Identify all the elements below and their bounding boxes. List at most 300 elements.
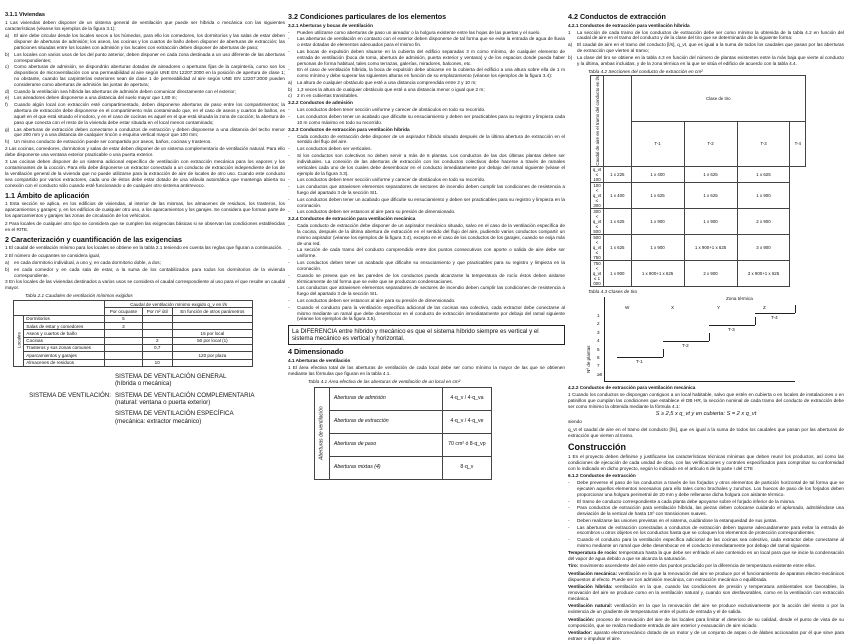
table-row	[591, 167, 806, 183]
table-cell-func	[172, 344, 252, 351]
list-item	[5, 95, 285, 101]
table-cell-local: Almacenes de residuos	[24, 359, 105, 366]
table-cell-ocupante	[105, 344, 143, 351]
table-cell-seccion: 3 x 900	[737, 235, 790, 261]
note-box-diferencia: La DIFERENCIA entre híbrido y mecánico es que el sistema híbrido siempre es vertical y el sistema mecánico es vertical y horizontal.	[288, 325, 565, 345]
list-item	[5, 102, 285, 126]
zone-label: Y	[717, 304, 721, 310]
admision-list	[288, 107, 565, 126]
table-cell-area: 70 cm² ó 8·q_vp	[442, 433, 491, 456]
table-row	[315, 433, 492, 456]
list-marker: -	[288, 113, 290, 119]
definition	[568, 550, 844, 562]
table-cell-seccion: 1 x 625	[737, 167, 790, 183]
list-text: La sección de cada tramo del conducto comprendido entre dos puntos consecutivos con aporte o salida de aire debe ser uniforme.	[297, 247, 565, 259]
column-left	[5, 10, 285, 598]
definition-term: Ventilador:	[568, 630, 593, 636]
heading-conductos-extraccion: 4.2 Conductos de extracción	[568, 12, 666, 21]
table-cell-seccion: 3 x 900+1 x 625	[737, 261, 790, 287]
list-item	[288, 153, 565, 177]
list-text: Los locales con varios usos de los del punto anterior, deben disponer en cada zona destinada a un uso diferente de las aberturas correspondientes;	[14, 51, 285, 63]
list-marker: -	[288, 67, 290, 73]
list-marker: a)	[5, 260, 10, 266]
table-cell-area: 4·q_v / 4·q_va	[442, 387, 491, 410]
table-cell-ocupante	[105, 330, 143, 337]
table-cell-abertura: Aberturas de paso	[329, 433, 442, 456]
heading-construccion: Construcción	[568, 441, 627, 452]
list-marker: -	[288, 297, 290, 303]
table-cell-func	[172, 323, 252, 330]
list-text: Los conductos deben tener un acabado que dificulte su ensuciamiento y deben ser practicables para su registro y limpieza en la coronación.	[297, 196, 565, 208]
table-cell-caudal: q_vt ≤ 100	[591, 167, 604, 183]
system-lines	[115, 392, 285, 407]
list-item	[288, 177, 565, 183]
tiro-class-label: T-3	[728, 326, 735, 332]
list-marker: -	[288, 260, 290, 266]
list-text: 1,3 veces la altura de cualquier obstáculo que esté a una distancia menor o igual que 2 m;	[297, 86, 485, 92]
table-cell-seccion: 1 x 625	[604, 209, 632, 235]
plantas-value: 7	[597, 363, 600, 369]
table-cell-local: Cocinas	[24, 337, 105, 344]
list-text: Los conductos deben tener sección uniforme y carecer de obstáculos en todo su recorrido.	[297, 177, 486, 183]
table-cell-local: Aparcamientos y garajes	[24, 352, 105, 359]
step-riser	[755, 317, 756, 325]
table-corner	[14, 301, 105, 316]
list-marker: -	[288, 29, 290, 35]
definition-text: ventilación en la que, cuando las condiciones de presión y temperatura ambientales son favorables, la renovación del aire se produce como en la ventilación natural y, cuando son desfavorables, como en la ventilación con extracción mecánica.	[568, 584, 844, 601]
table-cell-caudal: 300 < q_vt ≤ 500	[591, 209, 604, 235]
list-marker: -	[288, 209, 290, 215]
tiro-class-label: T-1	[636, 358, 643, 364]
definition	[568, 603, 844, 615]
list-item	[568, 499, 844, 505]
table-header-func: En función de otros parámetros	[172, 308, 252, 315]
list-item	[288, 260, 565, 272]
step-riser	[795, 305, 796, 313]
heading-aberturas-bocas: 3.2.1 Aberturas y bocas de ventilación	[288, 22, 374, 28]
clases-tiro-grid	[597, 297, 795, 382]
list-text: Los conductos deben ser estancos al aire para su presión de dimensionado.	[297, 297, 456, 303]
formula-4-1: S ≥ 2,5 x q_vt y en cubierta: S = 2 x q_vt	[655, 410, 757, 417]
table-cell-m2: 2	[142, 337, 172, 344]
table-cell-m2: 0,7	[142, 344, 172, 351]
list-item	[288, 197, 565, 209]
heading-condiciones: 3.2 Condiciones particulares de los elementos	[288, 12, 447, 21]
table-row	[14, 359, 253, 366]
list-text: 2 m en cubiertas transitables.	[297, 93, 359, 99]
list-text: La altura de cualquier obstáculo que esté a una distancia comprendida entre 2 y 10 m;	[297, 79, 477, 85]
heading-6-1-2: 6.1.2 Conductos de extracción	[568, 473, 636, 479]
list-marker: -	[288, 223, 290, 229]
list-marker: -	[288, 247, 290, 253]
system-lines	[115, 373, 285, 388]
list-marker: -	[288, 152, 290, 158]
definition	[568, 617, 844, 629]
definitions-list	[568, 550, 844, 642]
plantas-value: 5	[597, 346, 600, 352]
paragraph-siendo: siendo	[568, 419, 582, 425]
list-marker: -	[288, 184, 290, 190]
list-marker: -	[568, 479, 570, 485]
list-marker: -	[568, 498, 570, 504]
table-cell-seccion: 1 x 625	[604, 235, 632, 261]
table-row	[14, 330, 253, 337]
table-cell-seccion: 1 x 900+1 x 625	[684, 235, 737, 261]
table-class-header: T-3	[737, 121, 790, 166]
table-cell-caudal: 500 < q_vt ≤ 750	[591, 235, 604, 261]
list-item	[288, 298, 565, 304]
table-4-2	[590, 75, 806, 287]
table-4-2-side: Caudal de aire en el tramo del conducto en l/s	[591, 76, 604, 167]
table-cell-seccion: 1 x 900	[684, 209, 737, 235]
list-item	[288, 67, 565, 79]
table-class-header: T-1	[631, 121, 684, 166]
list-marker: b)	[568, 54, 573, 60]
definition-term: Temperatura de rocío:	[568, 549, 618, 555]
definition-term: Ventilación natural:	[568, 603, 613, 609]
table-cell-area: 8·q_v	[442, 456, 491, 479]
list-marker: 1	[568, 29, 571, 35]
list-item	[288, 273, 565, 285]
table-4-2-caption: Tabla 4.2 Secciones del conducto de extracción en cm²	[588, 68, 703, 74]
list-text: Un mismo conducto de extracción puede ser compartido por aseos, baños, cocinas y trasteros.	[14, 139, 212, 145]
list-marker: -	[288, 285, 290, 291]
plantas-label: Nº de plantas	[586, 345, 591, 373]
table-cell-ocupante: 3	[105, 323, 143, 330]
list-item	[288, 107, 565, 113]
step-line	[755, 313, 795, 314]
heading-dimensionado: 4 Dimensionado	[288, 347, 344, 357]
system-row	[5, 373, 285, 388]
table-cell-local: Dormitorios	[24, 315, 105, 322]
table-cell-func	[172, 359, 252, 366]
list-text: Las aberturas de extracción conectadas a conductos de extracción deben taparse adecuadamente para evitar la entrada de escombros u otros objetos en los conductos hasta que se coloquen los elementos de protección correspondientes.	[577, 524, 844, 536]
system-line: SISTEMA DE VENTILACIÓN ESPECÍFICA	[115, 410, 234, 418]
heading-conductos-admision: 3.2.2 Conductos de admisión	[288, 100, 353, 106]
list-text: Los conductos que atraviesen elementos separadores de sectores de incendio deben cumplir las condiciones de resistencia a fuego del apartado 3 de la sección SI1.	[297, 285, 565, 297]
list-text: Pueden utilizarse como aberturas de paso un aireador o la holgura existente entre las hojas de las puertas y el suelo.	[297, 29, 541, 35]
table-4-2-corner	[604, 76, 632, 167]
table-class-header: T-4	[790, 121, 806, 166]
table-cell-ocupante	[105, 359, 143, 366]
table-row	[591, 183, 806, 209]
plantas-value: ≥8	[597, 371, 603, 377]
paragraph-ventilacion-especifica: 3 Las cocinas deben disponer de un sistema adicional específico de ventilación con extracción mecánica para los vapores y los contaminantes de la cocción. Para ello debe disponerse un extractor conectado a un conducto de extracción independiente de los de la ventilación general de la vivienda que no puede utilizarse para la extracción de aire de locales de otro uso. Cuando este conducto sea compartido por varios extractores, cada uno de éstos debe estar dotado de una válvula automática que mantenga abierta su conexión con el conducto sólo cuando esté funcionando o de cualquier otro sistema antirrevoco.	[5, 159, 285, 188]
heading-aberturas-ventilacion: 4.1 Aberturas de ventilación	[288, 357, 351, 363]
table-cell-seccion: 1 x 625	[684, 183, 737, 209]
table-cell-abertura: Aberturas de admisión	[329, 387, 442, 410]
list-text: en cada dormitorio individual, a uno y, en cada dormitorio doble, a dos;	[14, 260, 161, 266]
mecanica-list	[288, 223, 565, 322]
table-2-1	[13, 300, 253, 367]
definition-text: ventilación en la que la renovación del aire se produce por el funcionamiento de aparatos electro-mecánicos dispuestos al efecto. Puede ser con admisión mecánica, con extracción mecánica o equilibrada.	[568, 570, 844, 582]
system-label	[5, 410, 115, 425]
table-cell-area: 4·q_v / 4·q_ve	[442, 410, 491, 433]
list-marker: f)	[5, 102, 8, 108]
table-row	[315, 410, 492, 433]
tiro-class-label: T-2	[682, 342, 689, 348]
table-row	[315, 456, 492, 479]
column-middle	[288, 10, 565, 598]
table-cell-local: Trasteros y sus zonas comunes	[24, 344, 105, 351]
list-item	[288, 30, 565, 36]
heading-extraccion-mecanica: 3.2.4 Conductos de extracción para ventilación mecánica	[288, 216, 416, 222]
list-marker: -	[568, 524, 570, 530]
list-marker: -	[288, 107, 290, 113]
list-text: Deben realizarse las uniones previstas en el sistema, cuidándose la estanqueidad de sus juntas.	[577, 517, 778, 523]
list-text: Los conductos que atraviesen elementos separadores de sectores de incendio deben cumplir las condiciones de resistencia a fuego del apartado 3 de la sección SI1.	[297, 184, 565, 195]
list-marker: -	[288, 304, 290, 310]
list-item	[288, 114, 565, 126]
table-cell-m2	[142, 352, 172, 359]
definition	[568, 584, 844, 602]
list-item	[288, 134, 565, 146]
list-marker: -	[288, 146, 290, 152]
list-text: Cada conducto de extracción debe disponer de un aspirador híbrido situado después de la última abertura de extracción en el sentido del flujo del aire.	[297, 133, 565, 145]
list-item	[568, 55, 844, 67]
table-cell-seccion: 1 x 900	[631, 209, 684, 235]
heading-caracterizacion: 2 Caracterización y cuantificación de las exigencias	[5, 234, 182, 244]
table-row	[591, 261, 806, 287]
ventilation-systems-summary	[5, 373, 285, 425]
plantas-value: 3	[597, 329, 600, 335]
aberturas-list	[288, 30, 565, 100]
list-item	[568, 480, 844, 498]
list-item	[5, 89, 285, 95]
list-marker: c)	[288, 93, 292, 99]
list-text: Las aberturas de extracción deben conectarse a conductos de extracción y deben disponerse a una distancia del techo menor que 200 mm y a una distancia de cualquier rincón o esquina vertical mayor que 100 mm;	[14, 126, 285, 138]
table-cell-ocupante: 5	[105, 315, 143, 322]
table-cell-seccion: 1 x 625	[631, 183, 684, 209]
paragraph-construccion: 1 En el proyecto deben definirse y justificarse las características técnicas mínimas que deben reunir los productos, así como las condiciones de ejecución de cada unidad de obra, con las verificaciones y controles especificados para comprobar su conformidad con lo indicado en dicho proyecto, según lo indicado en el artículo 6 de la parte I del CTE	[568, 453, 844, 471]
definition-text: aparato electromecánico dotado de un motor y de un conjunto de aspas o de álabes accionados por él que sirve para extraer o impulsar el aire.	[568, 630, 844, 642]
system-lines	[115, 410, 285, 425]
step-riser	[663, 349, 664, 357]
list-item	[288, 247, 565, 259]
list-item	[5, 260, 285, 266]
system-row	[5, 410, 285, 425]
zone-label: W	[625, 304, 630, 310]
definition-term: Tiro:	[568, 563, 579, 569]
step-line	[617, 357, 663, 358]
list-text: Si los conductos son colectivos no deben servir a más de 6 plantas. Los conductos de las dos últimas plantas deben ser individuales. La conexión de las aberturas de extracción con los conductos colectivos debe hacerse a través de ramales verticales cada uno de los cuales debe desembocar en el conducto inmediatamente por debajo del ramal siguiente (véase el ejemplo de la figura 3.3).	[297, 152, 565, 176]
paragraph-ambito-1: 1 Esta sección se aplica, en los edificios de viviendas, al interior de las mismas, los almacenes de residuos, los trasteros, los aparcamientos y garajes; y, en los edificios de cualquier otro uso, a los aparcamientos y los garajes. Se considera que forman parte de los aparcamientos y garajes las zonas de circulación de los vehículos.	[5, 201, 285, 219]
list-marker: -	[288, 177, 290, 183]
list-item	[568, 525, 844, 537]
paragraph-ocupantes: 2 El número de ocupantes se considera igual,	[5, 252, 101, 258]
list-text: Cuando el conducto para la ventilación específica adicional de las cocinas sea colectivo, cada extractor debe conectarse al mismo mediante un ramal que debe desembocar en el conducto inmediatamente por debajo del ramal siguiente.	[577, 537, 844, 549]
list-text: en cada comedor y en cada sala de estar, a la suma de los contabilizados para todos los dormitorios de la vivienda correspondiente.	[14, 266, 285, 278]
table-cell-seccion: 2 x 900	[737, 209, 790, 235]
list-item	[568, 518, 844, 524]
plantas-value: 1	[597, 312, 600, 318]
table-class-header: T-2	[684, 121, 737, 166]
list-text: El tramo de conducto correspondiente a cada planta debe apoyarse sobre el forjado inferior de la misma.	[577, 498, 796, 504]
table-cell-func: 15 por local	[172, 330, 252, 337]
construccion-list	[568, 480, 844, 549]
table-row	[14, 344, 253, 351]
list-item	[288, 80, 565, 86]
requirements-list	[5, 33, 285, 145]
system-label: SISTEMA DE VENTILACIÓN:	[29, 391, 111, 399]
list-text: Cuando se prevea que en las paredes de los conductos pueda alcanzarse la temperatura de rocío éstos deben aislarse térmicamente de tal forma que se evite que se produzcan condensaciones.	[297, 272, 565, 284]
table-cell-m2	[142, 330, 172, 337]
table-cell-abertura: Aberturas mixtas (4)	[329, 456, 442, 479]
table-row	[14, 352, 253, 359]
list-marker: e)	[5, 95, 10, 101]
list-item	[5, 64, 285, 88]
step-riser	[709, 333, 710, 341]
table-side-label: Aberturas de ventilación	[315, 387, 330, 479]
table-row	[14, 337, 253, 344]
definition	[568, 630, 844, 642]
list-marker: b)	[288, 86, 293, 92]
list-item	[288, 146, 565, 152]
list-marker: -	[568, 505, 570, 511]
paragraph-qvt: q_vt el caudal de aire en el tramo del conducto [l/s], que es igual a la suma de todos los caudales que pasan por las aberturas de extracción que vierten al tramo.	[568, 426, 844, 438]
paragraph-ventilacion-complementaria: 2 Las cocinas, comedores, dormitorios y salas de estar deben disponer de un sistema complementario de ventilación natural. Para ello debe disponerse una ventana exterior practicable o una puerta exterior.	[5, 145, 285, 157]
plantas-value: 6	[597, 354, 600, 360]
table-row	[591, 209, 806, 235]
table-cell-local: Aseos y cuartos de baño	[24, 330, 105, 337]
definition-text: ventilación en la que la renovación del aire se produce exclusivamente por la acción del viento o por la existencia de un gradiente de temperaturas entre el punto de entrada y el de salida.	[568, 603, 844, 615]
list-item	[5, 52, 285, 64]
table-header-main: Caudal de ventilación mínimo exigido q_v en l/s	[105, 301, 253, 308]
table-header-m2: Por m² útil	[142, 308, 172, 315]
plantas-value: 4	[597, 338, 600, 344]
table-cell-seccion: 2 x 900	[684, 261, 737, 287]
list-item	[288, 305, 565, 323]
list-item	[568, 537, 844, 549]
list-text: Como aberturas de admisión, se dispondrán aberturas dotadas de aireadores o aperturas fijas de la carpintería, como son los dispositivos de microventilación con una permeabilidad al aire según UNE EN 12207:2000 en la posición de apertura de clase 1; no obstante, cuando las carpinterías exteriores sean de clase 1 de permeabilidad al aire según UNE EN 12207:2000 pueden considerarse como aberturas de admisión las juntas de apertura;	[14, 64, 285, 88]
table-4-3-caption: Tabla 4.3 Clases de tiro	[588, 289, 638, 295]
zone-header: Zona térmica	[726, 295, 753, 301]
heading-ambito: 1.1 Ámbito de aplicación	[5, 190, 90, 200]
system-line: (natural: ventana o puerta exterior)	[115, 399, 211, 407]
table-row	[14, 323, 253, 330]
list-marker: b)	[5, 266, 10, 272]
list-item	[288, 93, 565, 99]
table-cell-func: 50 por local (1)	[172, 337, 252, 344]
paragraph-ambito-2: 2 Para locales de cualquier otro tipo se considera que se cumplen las exigencias básicas si se observan las condiciones establecidas en el RITE.	[5, 220, 285, 232]
table-4-1-caption: Tabla 4.1 Área efectiva de las aberturas de ventilación de un local en cm²	[308, 378, 461, 384]
list-marker: a)	[288, 79, 293, 85]
system-line: (híbrida o mecánica)	[115, 380, 172, 388]
list-marker: -	[288, 196, 290, 202]
list-marker: d)	[5, 88, 10, 94]
table-cell-func: 120 por plaza	[172, 352, 252, 359]
paragraph-area-efectiva: 1 El área efectiva total de las aberturas de ventilación de cada local debe ser como mínimo la mayor de las que se obtienen mediante las fórmulas que figuran en la tabla 4.1.	[288, 364, 565, 376]
definition-term: Ventilación mecánica:	[568, 570, 618, 576]
table-4-2-header: Clase de tiro	[631, 76, 805, 121]
list-marker: -	[288, 272, 290, 278]
table-cell-seccion: 1 x 900	[604, 261, 632, 287]
paragraph-varios-usos: 3 En los locales de las viviendas destinados a varios usos se considera el caudal correspondiente al uso para el que resulte un caudal mayor.	[5, 279, 285, 291]
list-marker: -	[288, 48, 290, 54]
list-text: Los aireadores deben disponerse a una distancia del suelo mayor que 1,80 m;	[14, 95, 177, 101]
list-text: Para conductos de extracción para ventilación híbrida, las piezas deben colocarse cuidando el aplomado, admitiéndose una desviación de la vertical de hasta 15º con transiciones suaves.	[577, 505, 844, 517]
hibrida-list	[288, 134, 565, 216]
system-row	[5, 392, 285, 407]
heading-extraccion-hibrida: 3.2.3 Conductos de extracción para ventilación híbrida	[288, 126, 410, 132]
table-4-3-diagram	[586, 297, 806, 383]
list-item	[568, 505, 844, 517]
list-text: Los conductos deben ser estancos al aire para su presión de dimensionado.	[297, 209, 456, 215]
step-line	[663, 341, 709, 342]
table-cell-ocupante	[105, 352, 143, 359]
list-marker: a)	[568, 42, 573, 48]
table-cell-m2: 10	[142, 359, 172, 366]
heading-conductos-mecanica: 4.2.2 Conductos de extracción para ventilación mecánica	[568, 384, 696, 390]
table-row	[591, 235, 806, 261]
table-row	[315, 387, 492, 410]
list-marker: b)	[5, 51, 10, 57]
table-header-ocupante: Por ocupante	[105, 308, 143, 315]
list-text: Los conductos deben ser verticales.	[297, 146, 372, 152]
table-2-1-caption: Tabla 2.1 Caudales de ventilación mínimos exigidos	[25, 293, 133, 299]
list-item	[5, 127, 285, 139]
list-marker: -	[568, 517, 570, 523]
table-4-1-body	[315, 387, 492, 479]
zone-label: Z	[763, 304, 766, 310]
definition-term: Ventilación:	[568, 616, 595, 622]
seccion-list	[568, 30, 844, 67]
heading-viviendas: 3.1.1 Viviendas	[5, 12, 46, 18]
table-cell-abertura: Aberturas de extracción	[329, 410, 442, 433]
table-cell-m2	[142, 323, 172, 330]
list-marker: h)	[5, 139, 10, 145]
table-cell-local: Salas de estar y comedores	[24, 323, 105, 330]
list-text: Cuando algún local con extracción esté compartimentado, deben disponerse aberturas de paso entre los compartimentos; la abertura de extracción debe disponerse en el compartimento más contaminado que, en el caso de aseos y cuartos de baños, es aquel en el que está situado el inodoro, y en el caso de cocinas es aquel en el que está situada la zona de cocción; la abertura de paso que conecta con el resto de la vivienda debe estar situada en el local menos contaminado;	[14, 102, 285, 125]
definition-text: proceso de renovación del aire de los locales para limitar el deterioro de su calidad, desde el punto de vista de su composición, que se realiza mediante entrada de aire exterior y evacuación de aire viciado.	[568, 616, 844, 628]
list-text: Las aberturas de ventilación en contacto con el exterior deben disponerse de tal forma que se evite la entrada de agua de lluvia o estar dotadas de elementos adecuados para el mismo fin.	[297, 36, 565, 48]
list-text: Los conductos deben tener sección uniforme y carecer de obstáculos en todo su recorrido.	[297, 107, 486, 113]
table-cell-seccion: 1 x 400	[631, 167, 684, 183]
list-text: La sección de cada tramo de los conductos de extracción debe ser como mínimo la obtenida de la tabla 4.2 en función del caudal de aire en el tramo del conducto y de la clase del tiro que se determinarán de la siguiente forma:	[577, 29, 844, 41]
occupants-list	[5, 260, 285, 279]
plantas-value: 2	[597, 321, 600, 327]
list-marker: g)	[5, 126, 10, 132]
zone-label: X	[671, 304, 675, 310]
list-item	[5, 139, 285, 145]
list-item	[5, 33, 285, 51]
definition-text: movimiento ascendente del aire entre dos puntos producido por la diferencia de temperatura existente entre ellos.	[578, 563, 816, 569]
list-item	[5, 267, 285, 279]
list-text: Cada conducto de extracción debe disponer de un aspirador mecánico situado, salvo en el caso de la ventilación específica de la cocina, después de la última abertura de extracción en el sentido del flujo del aire, pudiendo varios conductos compartir un mismo aspirador (véanse los ejemplos de la figura 3.4), excepto en el caso de los conductos de los garajes, cuando se exija más de una red.	[297, 223, 565, 246]
table-cell-ocupante	[105, 337, 143, 344]
list-text: Los conductos deben tener un acabado que dificulte su ensuciamiento y deben ser practicables para su registro y limpieza cada 10 m como máximo en todo su recorrido.	[297, 113, 565, 125]
paragraph-seccion-nominal: 1 Cuando los conductos se dispongan contiguos a un local habitable, salvo que estén en cubierta o en locales de instalaciones o en patinillos que cumplan las condiciones que establece el DB HR, la sección nominal de cada tramo del conducto de extracción debe ser como mínimo la obtenida mediante la fórmula 4.1:	[568, 391, 844, 409]
list-text: Cuando la ventilación sea híbrida las aberturas de admisión deben comunicar directamente con el exterior;	[14, 88, 237, 94]
list-marker: -	[288, 133, 290, 139]
list-text: En el caso de ventilación híbrida, la boca de expulsión debe ubicarse en la cubierta del edificio a una altura sobre ella de 1 m como mínimo y debe superar las siguientes alturas en función de su emplazamiento (véanse los ejemplos de la figura 3.4):	[297, 67, 565, 79]
list-text: El aire debe circular desde los locales secos a los húmedos, para ello los comedores, los dormitorios y las salas de estar deben disponer de aberturas de admisión; los aseos, las cocinas y los cuartos de baño deben disponer de aberturas de extracción; las particiones situadas entre los locales con admisión y los locales con extracción deben disponer de aberturas de paso;	[14, 33, 285, 51]
list-marker: a)	[5, 33, 10, 39]
definition-text: temperatura hasta la que debe ser enfriado el aire contenido en un local para que se inicie la condensación del vapor de agua debido a que se alcanza la saturación.	[568, 549, 844, 561]
paragraph-caudal-minimo: 1 El caudal de ventilación mínimo para los locales se obtiene en la tabla 2.1 teniendo en cuenta las reglas que figuran a continuación.	[5, 245, 283, 251]
table-2-1-body	[14, 315, 253, 366]
definition	[568, 571, 844, 583]
heading-conductos-hibrida: 4.2.1 Conductos de extracción para ventilación híbrida	[568, 22, 690, 28]
list-item	[288, 36, 565, 48]
list-marker: c)	[5, 64, 9, 70]
system-line: (mecánica: extractor mecánico)	[115, 417, 202, 425]
list-item	[568, 30, 844, 42]
table-cell-seccion: 1 x 900	[737, 183, 790, 209]
list-text: Los conductos deben tener un acabado que dificulte su ensuciamiento y que practicables para su registro y limpieza en la coronación.	[297, 260, 565, 271]
table-4-1	[314, 387, 492, 480]
table-cell-seccion: 1 x 900	[631, 235, 684, 261]
